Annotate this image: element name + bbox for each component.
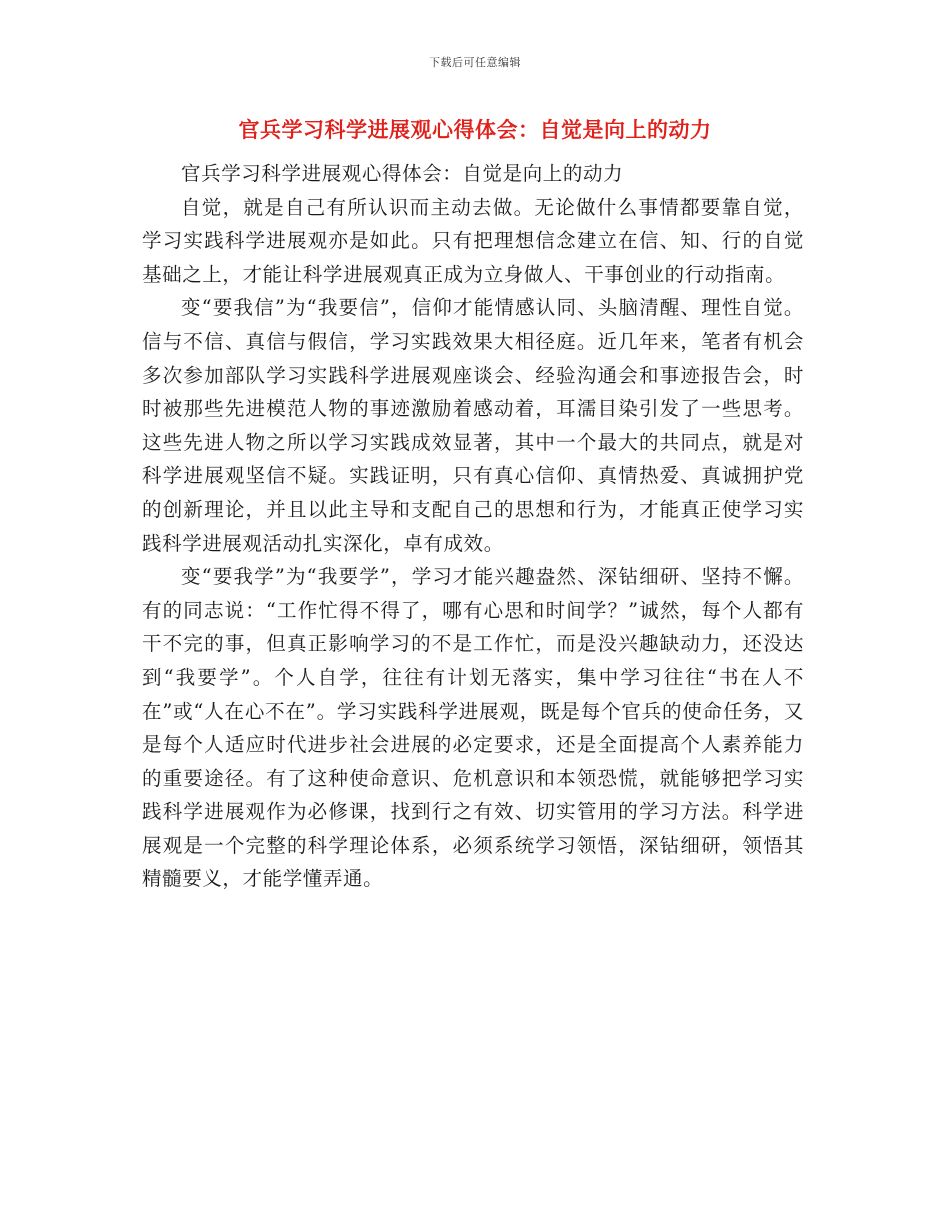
paragraph: 自觉，就是自己有所认识而主动去做。无论做什么事情都要靠自觉，学习实践科学进展观亦是如此。只有把理想信念建立在信、知、行的自觉基础之上，才能让科学进展观真正成为立身做人、干事创业的行动指南。 [142,195,804,286]
document-title: 官兵学习科学进展观心得体会：自觉是向上的动力 [238,117,712,142]
document-body [142,157,804,896]
header-note: 下载后可任意编辑 [429,56,521,69]
paragraph-subtitle: 官兵学习科学进展观心得体会：自觉是向上的动力 [181,162,624,185]
paragraph: 变“要我信”为“我要信”，信仰才能情感认同、头脑清醒、理性自觉。信与不信、真信与假信，学习实践效果大相径庭。近几年来，笔者有机会多次参加部队学习实践科学进展观座谈会、经验沟通会和事迹报告会，时时被那些先进模范人物的事迹激励着感动着，耳濡目染引发了一些思考。这些先进人物之所以学习实践成效显著，其中一个最大的共同点，就是对科学进展观坚信不疑。实践证明，只有真心信仰、真情热爱、真诚拥护党的创新理论，并且以此主导和支配自己的思想和行为，才能真正使学习实践科学进展观活动扎实深化，卓有成效。 [142,296,804,555]
paragraph: 变“要我学”为“我要学”，学习才能兴趣盎然、深钻细研、坚持不懈。有的同志说：“工作忙得不得了，哪有心思和时间学？”诚然，每个人都有干不完的事，但真正影响学习的不是工作忙，而是没兴趣缺动力，还没达到“我要学”。个人自学，往往有计划无落实，集中学习往往“书在人不在”或“人在心不在”。学习实践科学进展观，既是每个官兵的使命任务，又是每个人适应时代进步社会进展的必定要求，还是全面提高个人素养能力的重要途径。有了这种使命意识、危机意识和本领恐慌，就能够把学习实践科学进展观作为必修课，找到行之有效、切实管用的学习方法。科学进展观是一个完整的科学理论体系，必须系统学习领悟，深钻细研，领悟其精髓要义，才能学懂弄通。 [142,565,804,891]
